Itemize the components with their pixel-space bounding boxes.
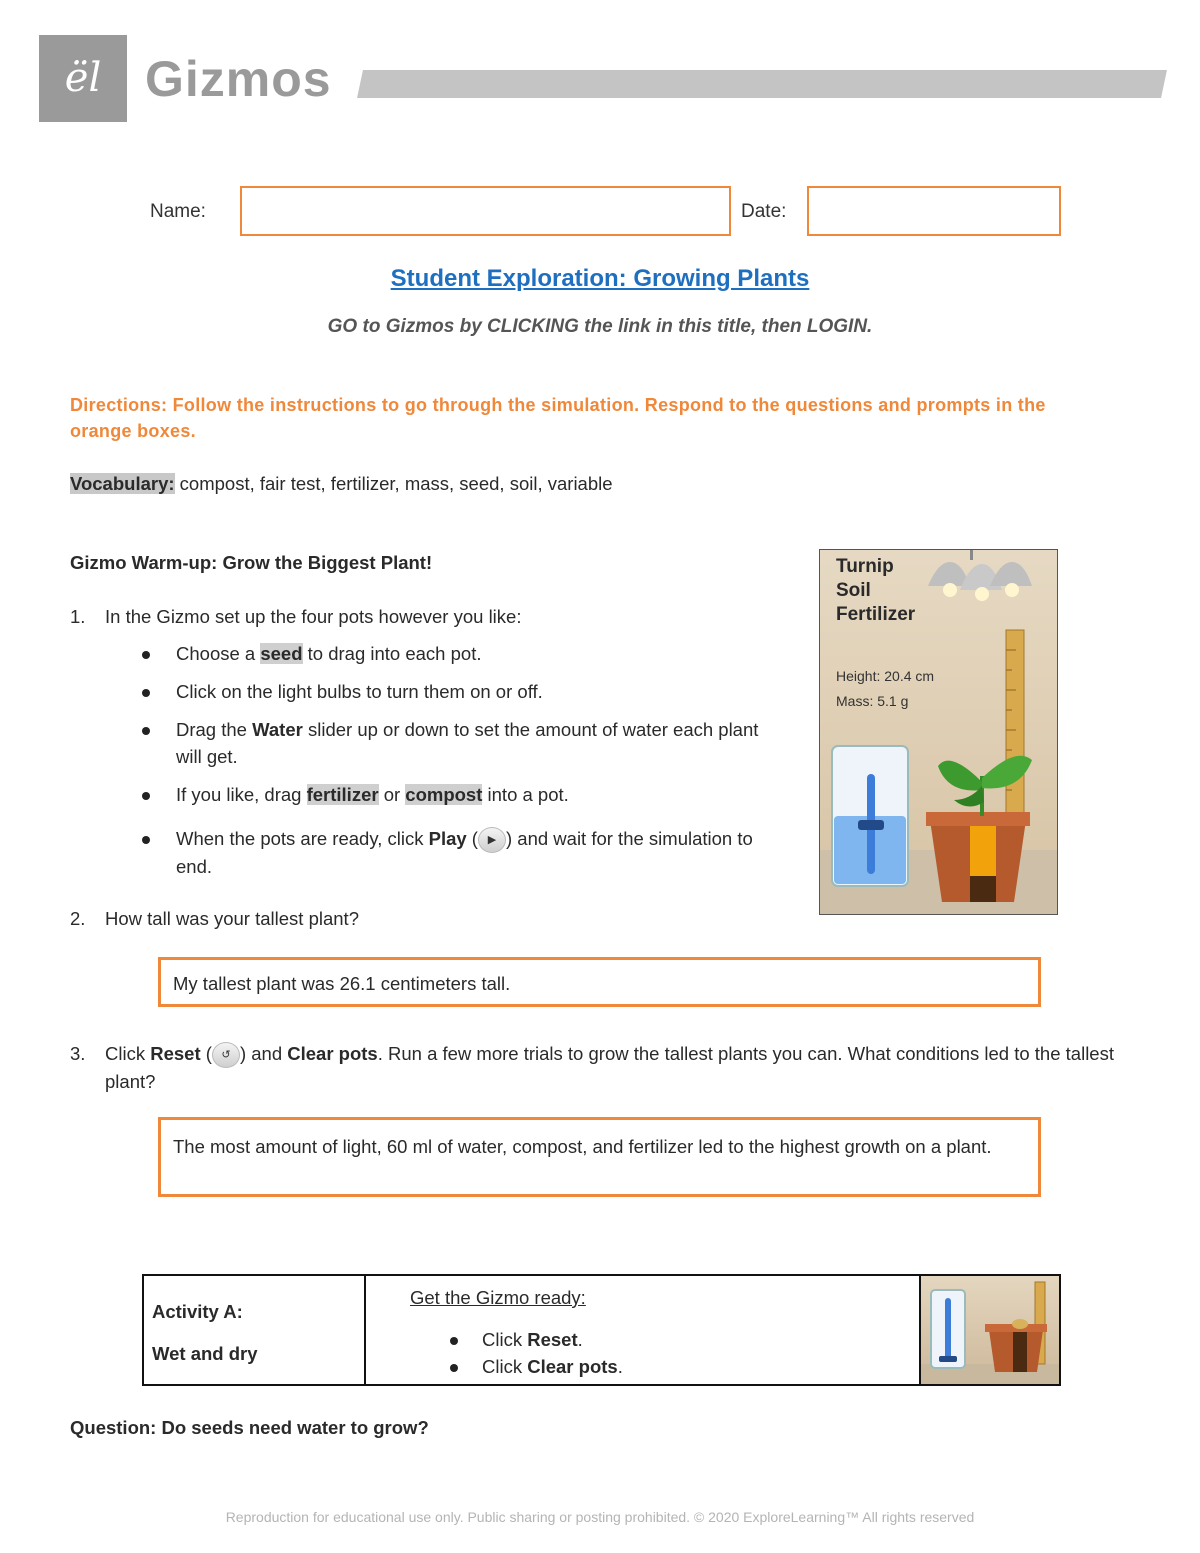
warmup-heading: Gizmo Warm-up: Grow the Biggest Plant!	[70, 552, 433, 573]
bullet-play: When the pots are ready, click Play ( ▶ ) and wait for the simulation to end.	[176, 828, 753, 878]
bullet-fertilizer: If you like, drag fertilizer or compost into a pot.	[176, 784, 569, 805]
date-field[interactable]	[807, 186, 1061, 236]
activity-instructions-cell	[366, 1276, 921, 1384]
activity-title: Activity A:	[152, 1301, 243, 1322]
question: Question: Do seeds need water to grow?	[70, 1417, 429, 1438]
bullet-dot	[142, 727, 150, 735]
logo-glyph: ël	[64, 55, 102, 101]
sim-mass: Mass: 5.1 g	[836, 693, 909, 709]
bullet-dot	[142, 836, 150, 844]
activity-step-reset: Click Reset.	[482, 1329, 583, 1350]
q2-answer-box[interactable]	[158, 957, 1041, 1007]
q2-number: 2.	[70, 908, 86, 929]
bullet-seed: Choose a seed to drag into each pot.	[176, 643, 482, 664]
q3-answer-box[interactable]	[158, 1117, 1041, 1197]
reset-icon: ↺	[212, 1042, 240, 1068]
directions: Directions: Follow the instructions to go through the simulation. Respond to the questions and prompts in the orange boxes.	[70, 395, 1046, 441]
q3-text: Click Reset ( ↺ ) and Clear pots. Run a few more trials to grow the tallest plants you can. What conditions led to the tallest plant?	[105, 1043, 1114, 1093]
activity-title-cell	[144, 1276, 366, 1384]
activity-subtitle: Wet and dry	[152, 1343, 258, 1364]
bullet-dot	[142, 689, 150, 697]
header-bar	[357, 70, 1167, 98]
bullet-dot	[450, 1364, 458, 1372]
play-icon: ▶	[478, 827, 506, 853]
date-label: Date:	[741, 201, 787, 222]
sim-label-soil: Soil	[836, 580, 871, 601]
q1-text: In the Gizmo set up the four pots however you like:	[105, 606, 522, 627]
bullet-lights: Click on the light bulbs to turn them on or off.	[176, 681, 543, 702]
subtitle: GO to Gizmos by CLICKING the link in this title, then LOGIN.	[327, 316, 873, 337]
activity-ready-heading: Get the Gizmo ready:	[410, 1287, 586, 1308]
sim-label-seed: Turnip	[836, 556, 894, 577]
bullet-dot	[142, 651, 150, 659]
activity-thumbnail	[921, 1276, 1059, 1384]
bullet-water: Drag the Water slider up or down to set the amount of water each plant will get.	[176, 719, 759, 767]
q1-number: 1.	[70, 606, 86, 627]
page-title-link[interactable]: Student Exploration: Growing Plants	[390, 265, 810, 292]
q2-text: How tall was your tallest plant?	[105, 908, 359, 929]
name-field[interactable]	[240, 186, 731, 236]
logo	[39, 35, 127, 122]
name-label: Name:	[150, 201, 206, 222]
q2-answer: My tallest plant was 26.1 centimeters tall.	[173, 973, 511, 994]
vocabulary	[70, 470, 613, 497]
vocabulary-key: Vocabulary:	[70, 473, 175, 494]
activity-thumbnail-drawing	[921, 1276, 1059, 1384]
bullet-dot	[142, 792, 150, 800]
sim-label-fertilizer: Fertilizer	[836, 604, 916, 625]
sim-drawing	[820, 550, 1058, 915]
vocabulary-terms: compost, fair test, fertilizer, mass, seed, soil, variable	[174, 473, 613, 494]
q3-answer: The most amount of light, 60 ml of water, compost, and fertilizer led to the highest growth on a plant.	[173, 1136, 992, 1157]
brand-name: Gizmos	[145, 51, 332, 107]
light-bulbs-icon	[928, 550, 1032, 601]
activity-table	[142, 1274, 1061, 1386]
q3-number: 3.	[70, 1043, 86, 1064]
footer: Reproduction for educational use only. Public sharing or posting prohibited. © 2020 ExploreLearning™ All rights reserved	[225, 1509, 975, 1525]
activity-step-clear: Click Clear pots.	[482, 1356, 623, 1377]
sim-height: Height: 20.4 cm	[836, 668, 935, 684]
bullet-dot	[450, 1337, 458, 1345]
simulation-image	[819, 549, 1058, 915]
